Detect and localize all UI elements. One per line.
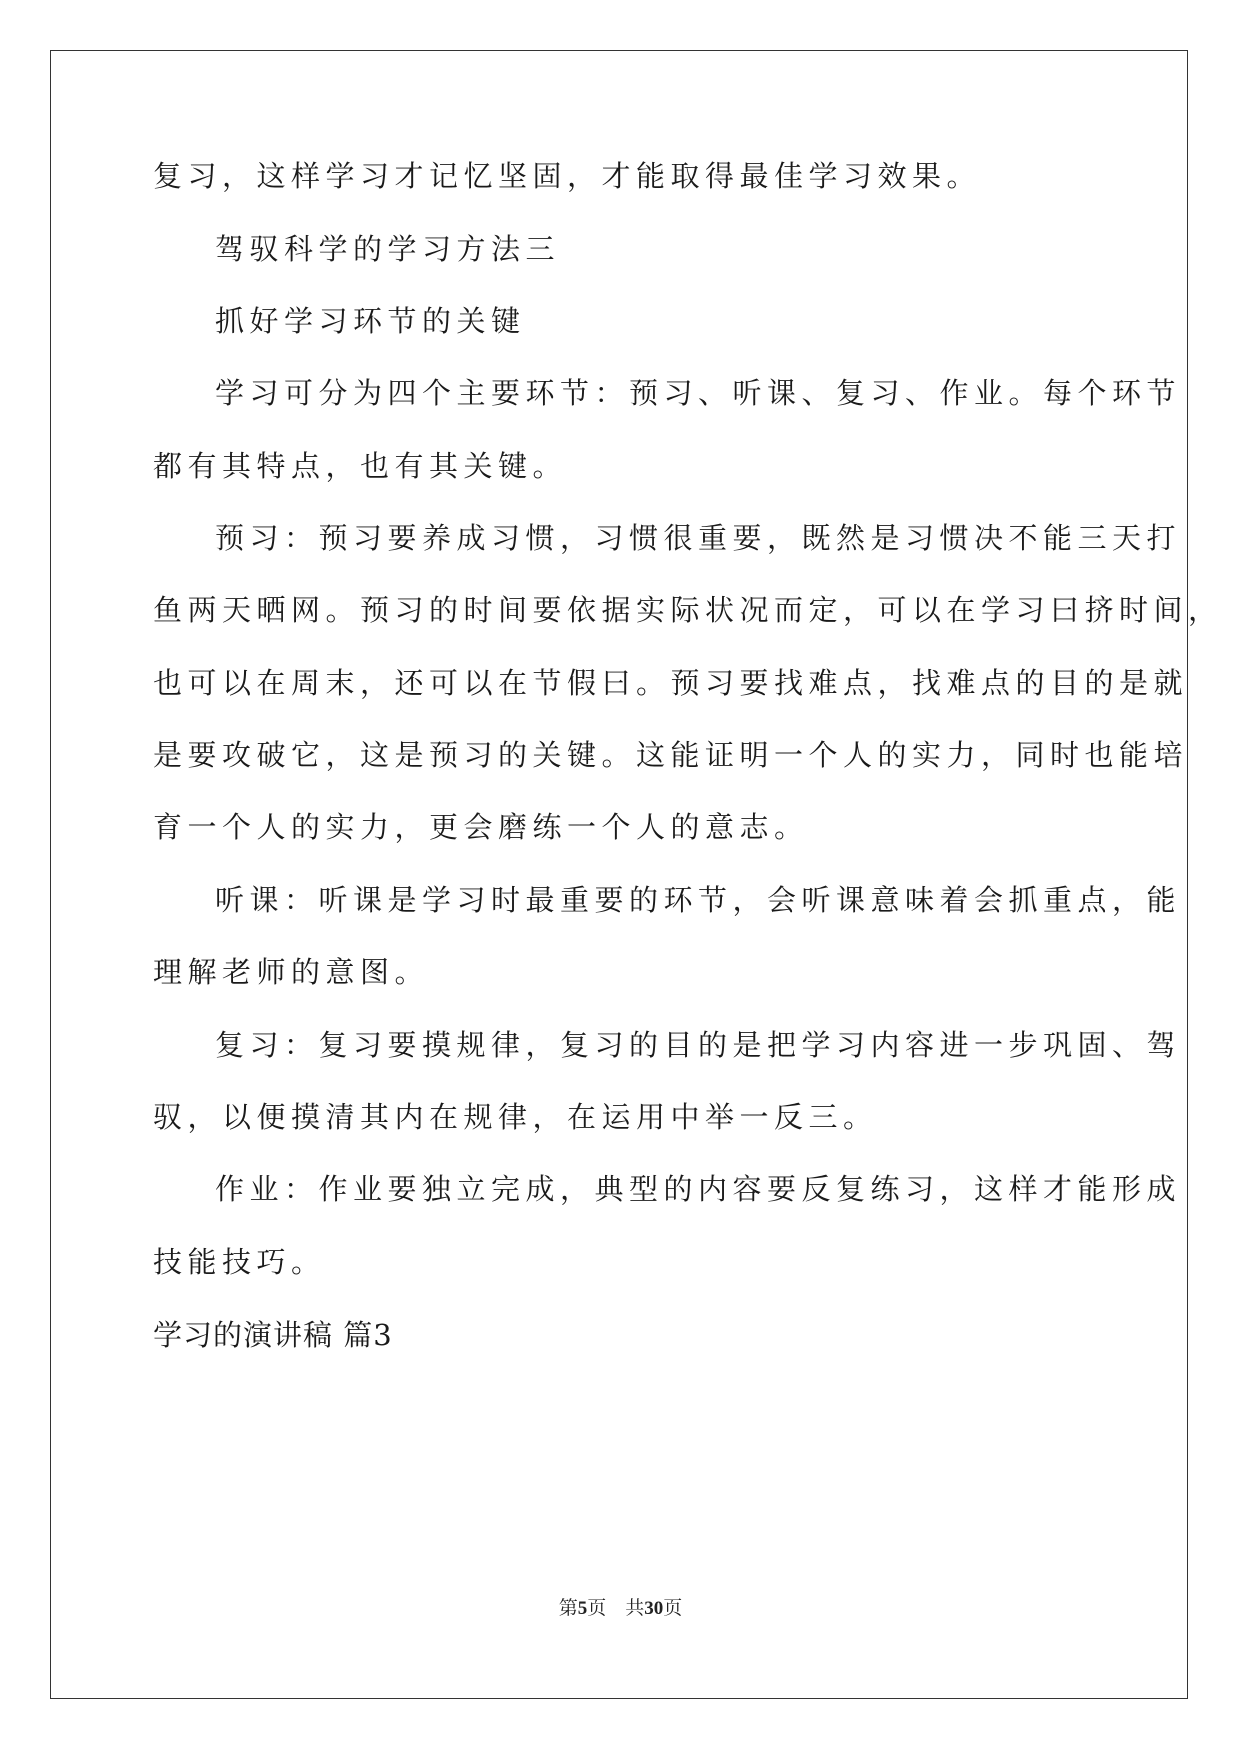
body-line: 学习可分为四个主要环节：预习、听课、复习、作业。每个环节 xyxy=(215,376,1182,410)
footer-total-pages: 30 xyxy=(644,1598,664,1619)
section-heading: 学习的演讲稿 篇3 xyxy=(153,1318,393,1352)
footer-page-number: 5 xyxy=(577,1598,588,1619)
body-line: 育一个人的实力，更会磨练一个人的意志。 xyxy=(153,810,809,844)
body-line: 复习：复习要摸规律，复习的目的是把学习内容进一步巩固、驾 xyxy=(215,1028,1182,1062)
body-line: 也可以在周末，还可以在节假曰。预习要找难点，找难点的目的是就 xyxy=(153,666,1189,700)
body-line: 驭，以便摸清其内在规律，在运用中举一反三。 xyxy=(153,1100,878,1134)
body-line: 听课：听课是学习时最重要的环节，会听课意味着会抓重点，能 xyxy=(215,883,1182,917)
body-line: 理解老师的意图。 xyxy=(153,955,430,989)
body-line: 鱼两天晒网。预习的时间要依据实际状况而定，可以在学习曰挤时间， xyxy=(153,593,1223,627)
footer-total-suffix: 页 xyxy=(663,1598,683,1619)
body-line: 都有其特点，也有其关键。 xyxy=(153,449,568,483)
body-line: 抓好学习环节的关键 xyxy=(215,304,526,338)
body-line: 作业：作业要独立完成，典型的内容要反复练习，这样才能形成 xyxy=(215,1172,1182,1206)
page-border xyxy=(50,50,1188,1699)
body-line: 是要攻破它，这是预习的关键。这能证明一个人的实力，同时也能培 xyxy=(153,738,1189,772)
body-line: 技能技巧。 xyxy=(153,1245,326,1279)
footer-page-suffix: 页 xyxy=(587,1598,607,1619)
footer-total-prefix: 共 xyxy=(625,1598,645,1619)
body-line: 驾驭科学的学习方法三 xyxy=(215,232,561,266)
body-line: 预习：预习要养成习惯，习惯很重要，既然是习惯决不能三天打 xyxy=(215,521,1182,555)
footer-prefix: 第 xyxy=(558,1598,578,1619)
page-footer xyxy=(0,1597,1241,1621)
body-line: 复习，这样学习才记忆坚固，才能取得最佳学习效果。 xyxy=(153,159,982,193)
